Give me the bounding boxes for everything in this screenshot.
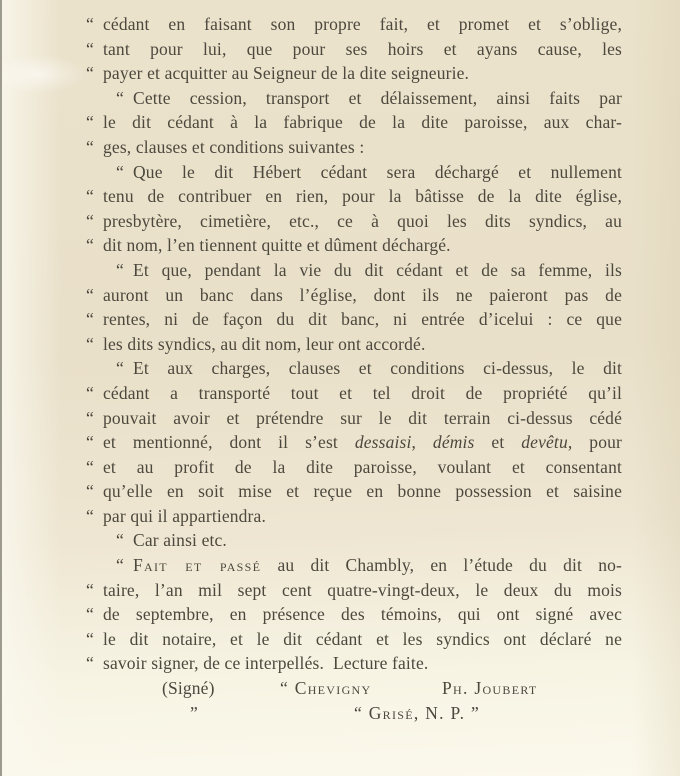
text-line [86, 12, 622, 37]
closing-quote-mark: ” [190, 702, 198, 723]
text-line [86, 406, 622, 431]
text-line [86, 307, 622, 332]
text-segment: Car ainsi etc. [133, 530, 227, 551]
text-segment: , pour [567, 432, 622, 453]
quote-mark: “ [86, 628, 94, 649]
text-line [86, 578, 622, 603]
text-segment: qu’elle en soit mise et reçue en bonne possession et saisine [103, 481, 622, 502]
text-segment: cédant en faisant son propre fait, et promet et s’oblige, [103, 14, 622, 34]
text-line [86, 258, 622, 283]
quote-mark: “ [116, 87, 124, 108]
text-line [86, 381, 622, 406]
text-line [86, 430, 622, 455]
quote-mark: “ [116, 259, 124, 280]
quote-mark: “ [86, 579, 94, 600]
text-line [86, 209, 622, 234]
quote-mark: “ [86, 186, 94, 207]
quote-mark: “ [86, 407, 94, 428]
text-segment: le dit cédant à la fabrique de la dite paroisse, aux char- [103, 112, 622, 133]
quote-mark: “ [86, 63, 94, 84]
text-segment: payer et acquitter au Seigneur de la dite seigneurie. [103, 63, 470, 84]
quote-mark: “ [86, 112, 94, 133]
quote-mark: “ [116, 161, 124, 182]
quote-mark: “ [86, 235, 94, 256]
quote-mark: “ [86, 333, 94, 354]
quote-mark: “ [86, 456, 94, 477]
text-line [86, 528, 622, 553]
text-segment: Cette cession, transport et délaissement, ainsi faits par [133, 87, 622, 108]
signature-label: (Signé) [162, 678, 215, 699]
text-segment: savoir signer, de ce interpellés. Lecture faite. [103, 653, 429, 674]
text-segment: pouvait avoir et prétendre sur le dit terrain ci-dessus cédé [103, 407, 622, 428]
text-line [86, 160, 622, 185]
text-segment: dit nom, l’en tiennent quitte et dûment déchargé. [103, 235, 451, 256]
text-segment: dessaisi [354, 432, 412, 453]
text-line [86, 602, 622, 627]
text-segment: , [411, 432, 433, 453]
quote-mark: “ [86, 38, 94, 59]
text-segment: presbytère, cimetière, etc., ce à quoi les dits syndics, au [103, 210, 622, 231]
text-segment: et au profit de la dite paroisse, voulant et consentant [103, 456, 622, 477]
text-line [86, 356, 622, 381]
text-segment: taire, l’an mil sept cent quatre-vingt-deux, le deux du mois [103, 579, 622, 600]
text-line [86, 233, 622, 258]
quote-mark: “ [116, 555, 124, 576]
text-line [86, 504, 622, 529]
text-line [86, 61, 622, 86]
quote-mark: “ [86, 505, 94, 526]
text-segment: Et que, pendant la vie du dit cédant et de sa femme, ils [133, 259, 622, 280]
signature-name-joubert: Ph. Joubert [442, 678, 538, 699]
text-line [86, 86, 622, 111]
text-segment: le dit notaire, et le dit cédant et les syndics ont déclaré ne [103, 628, 622, 649]
quote-mark: “ [116, 530, 124, 551]
text-segment: devêtu [521, 432, 568, 453]
page-text [86, 12, 622, 725]
quote-mark: “ [86, 432, 94, 453]
text-line [86, 37, 622, 62]
text-segment: tenu de contribuer en rien, pour la bâtisse de la dite église, [103, 186, 622, 207]
text-segment: cédant a transporté tout et tel droit de propriété qu’il [103, 382, 622, 403]
text-segment: démis [432, 432, 475, 453]
text-line [86, 627, 622, 652]
text-line [86, 553, 622, 578]
text-segment: et [474, 432, 522, 453]
text-segment: Fait et passé [133, 555, 262, 576]
text-line [86, 651, 622, 676]
text-line [86, 135, 622, 160]
text-segment: au dit Chambly, en l’étude du dit no- [261, 555, 623, 576]
text-segment: ges, clauses et conditions suivantes : [103, 136, 365, 157]
text-segment: Que le dit Hébert cédant sera déchargé et nullement [133, 161, 622, 182]
quote-mark: “ [86, 210, 94, 231]
text-line [86, 332, 622, 357]
text-line [86, 283, 622, 308]
text-segment: rentes, ni de façon du dit banc, ni entrée d’icelui : ce que [103, 309, 622, 330]
text-segment: et mentionné, dont il s’est [103, 432, 355, 453]
text-segment: tant pour lui, que pour ses hoirs et ayans cause, les [103, 38, 622, 59]
signature-line [86, 701, 622, 726]
signature-line [86, 676, 622, 701]
quote-mark: “ [116, 358, 124, 379]
text-line [86, 110, 622, 135]
quote-mark: “ [86, 653, 94, 674]
text-segment: les dits syndics, au dit nom, leur ont accordé. [103, 333, 426, 354]
text-segment: de septembre, en présence des témoins, qui ont signé avec [103, 604, 622, 625]
quote-mark: “ [86, 382, 94, 403]
quote-mark: “ [86, 604, 94, 625]
text-segment: par qui il appartiendra. [103, 505, 266, 526]
signature-name-chevigny: “ Chevigny [280, 678, 372, 699]
text-segment: auront un banc dans l’église, dont ils ne paieront pas de [103, 284, 622, 305]
quote-mark: “ [86, 284, 94, 305]
text-line [86, 479, 622, 504]
text-segment: Et aux charges, clauses et conditions ci-dessus, le dit [133, 358, 622, 379]
signature-name-grise: “ Grisé, N. P. ” [354, 702, 481, 723]
text-line [86, 184, 622, 209]
quote-mark: “ [86, 309, 94, 330]
quote-mark: “ [86, 136, 94, 157]
text-line [86, 455, 622, 480]
quote-mark: “ [86, 14, 94, 34]
quote-mark: “ [86, 481, 94, 502]
